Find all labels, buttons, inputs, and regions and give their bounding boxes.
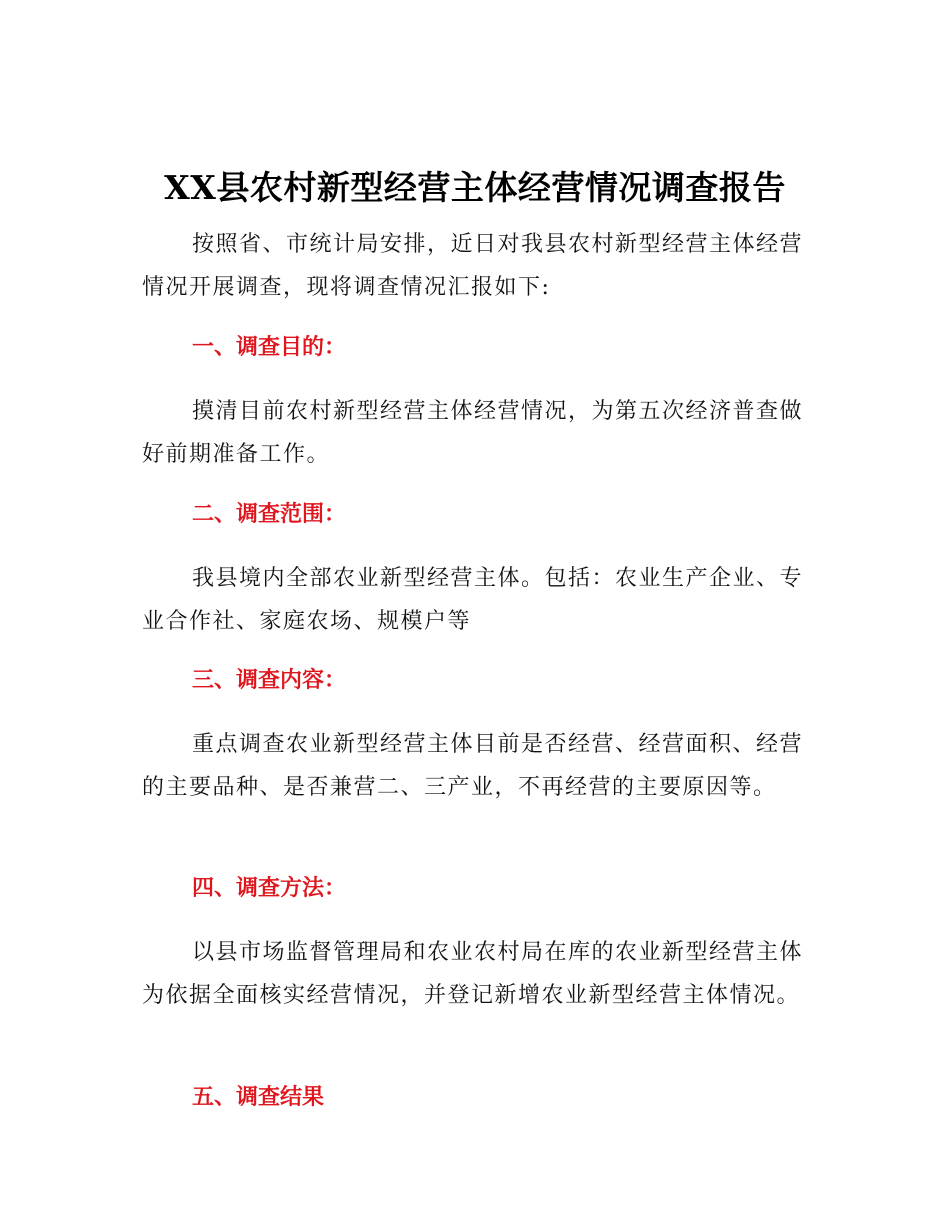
section-heading-purpose: 一、调查目的： [192,335,347,360]
section-body-method: 以县市场监督管理局和农业农村局在库的农业新型经营主体为依据全面核实经营情况，并登记新增农业新型经营主体情况。 [142,940,804,1008]
intro-paragraph: 按照省、市统计局安排，近日对我县农村新型经营主体经营情况开展调查，现将调查情况汇报如下: [142,232,804,300]
section-body-purpose: 摸清目前农村新型经营主体经营情况，为第五次经济普查做好前期准备工作。 [142,399,804,467]
section-heading-scope: 二、调查范围： [192,502,347,527]
section-heading-content: 三、调查内容： [192,668,347,693]
section-body-content: 重点调查农业新型经营主体目前是否经营、经营面积、经营的主要品种、是否兼营二、三产业，不再经营的主要原因等。 [142,732,804,800]
section-heading-method: 四、调查方法： [192,876,347,901]
section-heading-results: 五、调查结果 [192,1085,325,1110]
document-title: XX县农村新型经营主体经营情况调查报告 [164,168,786,208]
section-body-scope: 我县境内全部农业新型经营主体。包括：农业生产企业、专业合作社、家庭农场、规模户等 [142,566,804,634]
